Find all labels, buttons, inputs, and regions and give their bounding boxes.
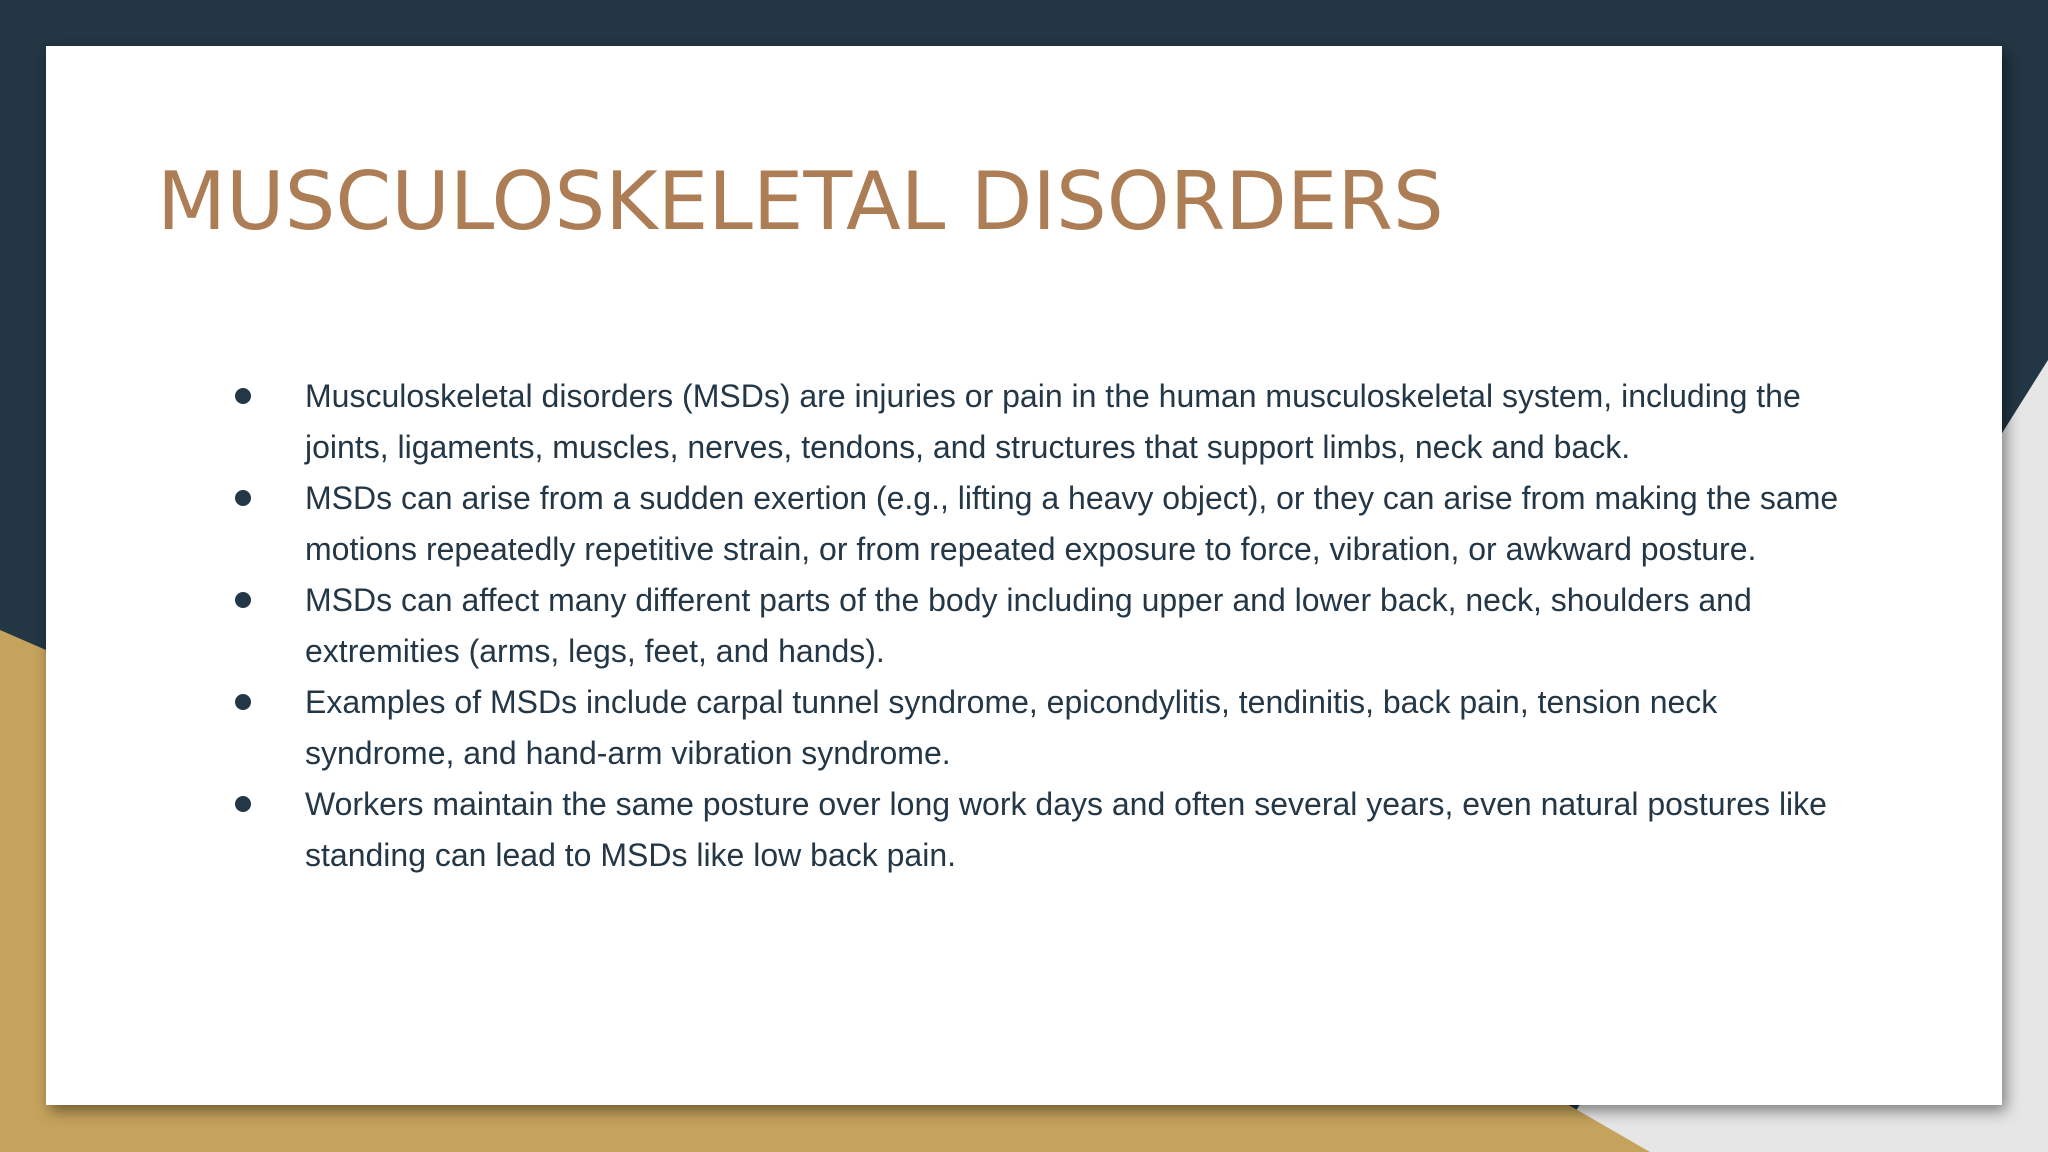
bullet-item <box>175 371 1855 473</box>
bullet-dot-icon <box>235 388 251 404</box>
bullet-item <box>175 575 1855 677</box>
gold-bottom-band <box>0 1100 1650 1152</box>
bullet-item <box>175 779 1855 881</box>
bullet-list <box>175 371 1855 881</box>
bullet-text: MSDs can arise from a sudden exertion (e.g., lifting a heavy object), or they can arise from making the same motions repeatedly repetitive strain, or from repeated exposure to force, vibration, or awkward posture. <box>305 480 1839 567</box>
bullet-text: Workers maintain the same posture over long work days and often several years, even natural postures like standing can lead to MSDs like low back pain. <box>305 786 1827 873</box>
slide-title: MUSCULOSKELETAL DISORDERS <box>157 155 1444 248</box>
bullet-item <box>175 677 1855 779</box>
bullet-dot-icon <box>235 796 251 812</box>
bullet-dot-icon <box>235 694 251 710</box>
bullet-dot-icon <box>235 592 251 608</box>
bullet-text: Examples of MSDs include carpal tunnel syndrome, epicondylitis, tendinitis, back pain, tension neck syndrome, and hand-arm vibration syndrome. <box>305 684 1718 771</box>
bullet-text: Musculoskeletal disorders (MSDs) are injuries or pain in the human musculoskeletal system, including the joints, ligaments, muscles, nerves, tendons, and structures that support limbs, neck and back. <box>305 378 1801 465</box>
bullet-text: MSDs can affect many different parts of the body including upper and lower back, neck, shoulders and extremities (arms, legs, feet, and hands). <box>305 582 1752 669</box>
bullet-dot-icon <box>235 490 251 506</box>
bullet-item <box>175 473 1855 575</box>
